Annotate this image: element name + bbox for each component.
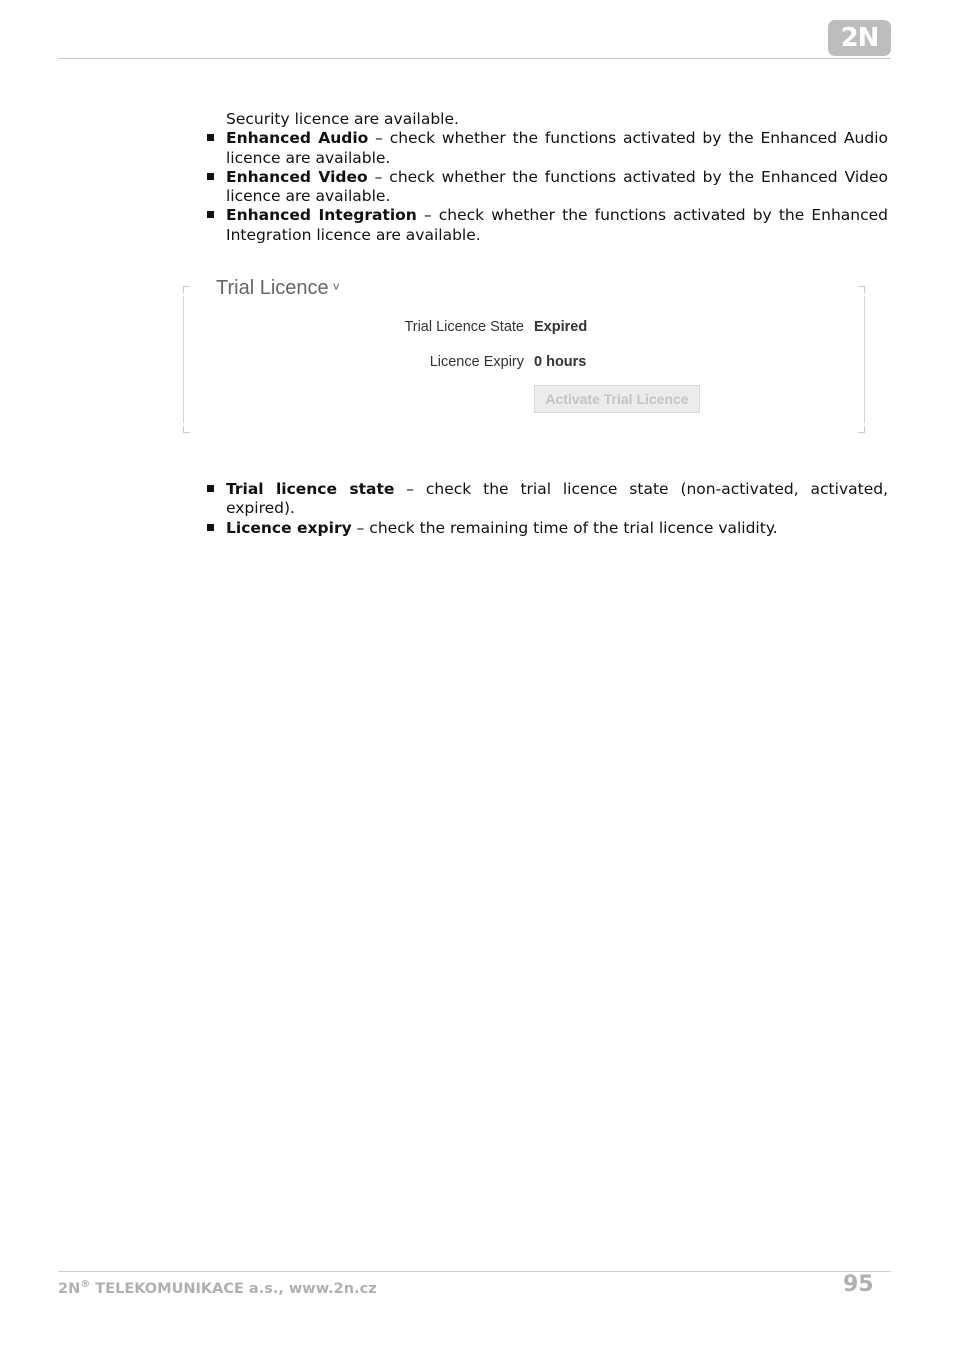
feature-list-bottom: [226, 480, 888, 538]
list-item-text: – check whether the functions activated by the Enhanced Integration licence are available.: [226, 206, 888, 244]
header-divider: [58, 58, 891, 59]
bullet-square-icon: [207, 173, 214, 180]
list-item-text: – check whether the functions activated by the Enhanced Audio licence are available.: [226, 129, 888, 167]
panel-border-left: [183, 296, 184, 423]
page-number: 95: [843, 1272, 874, 1297]
bullet-square-icon: [207, 211, 214, 218]
footer-brand: 2N: [58, 1280, 81, 1297]
list-item-term: Enhanced Video: [226, 167, 368, 186]
bullet-square-icon: [207, 524, 214, 531]
company-logo: 2N: [828, 20, 891, 56]
feature-list-top: [226, 110, 888, 245]
bullet-square-icon: [207, 485, 214, 492]
activate-trial-licence-button[interactable]: Activate Trial Licence: [534, 385, 700, 413]
panel-border-right: [864, 296, 865, 423]
panel-corner: [858, 426, 865, 433]
footer-divider: [58, 1271, 891, 1272]
trial-state-label: Trial Licence State: [404, 319, 524, 335]
list-item-term: Enhanced Audio: [226, 129, 369, 148]
list-item-text: – check the remaining time of the trial licence validity.: [351, 518, 778, 537]
list-item-text: – check whether the functions activated by the Enhanced Video licence are available.: [226, 167, 888, 206]
list-item-text: – check the trial licence state (non-activated, activated, expired).: [226, 480, 888, 518]
licence-expiry-value: 0 hours: [534, 354, 587, 370]
list-item: [226, 110, 888, 129]
list-item: [226, 206, 888, 245]
panel-corner: [183, 426, 190, 433]
list-item-term: Licence expiry: [226, 518, 352, 537]
panel-corner: [183, 286, 190, 293]
list-item-term: Trial licence state: [226, 480, 395, 498]
registered-mark: ®: [80, 1279, 91, 1290]
panel-title-toggle[interactable]: [216, 277, 340, 300]
footer-company-text: TELEKOMUNIKACE a.s., www.2n.cz: [90, 1280, 377, 1297]
licence-expiry-label: Licence Expiry: [429, 354, 524, 370]
list-item: [226, 168, 888, 207]
chevron-down-icon: ˅: [332, 280, 340, 294]
trial-licence-panel: [183, 277, 865, 433]
trial-state-value: Expired: [534, 319, 588, 335]
footer-company: [58, 1279, 377, 1297]
list-item-text: Security licence are available.: [226, 110, 459, 128]
panel-title: Trial Licence: [216, 277, 329, 299]
list-item: [226, 480, 888, 519]
list-item: [226, 129, 888, 168]
bullet-square-icon: [207, 134, 214, 141]
list-item: [226, 519, 888, 538]
panel-corner: [858, 286, 865, 293]
list-item-term: Enhanced Integration: [226, 206, 417, 225]
